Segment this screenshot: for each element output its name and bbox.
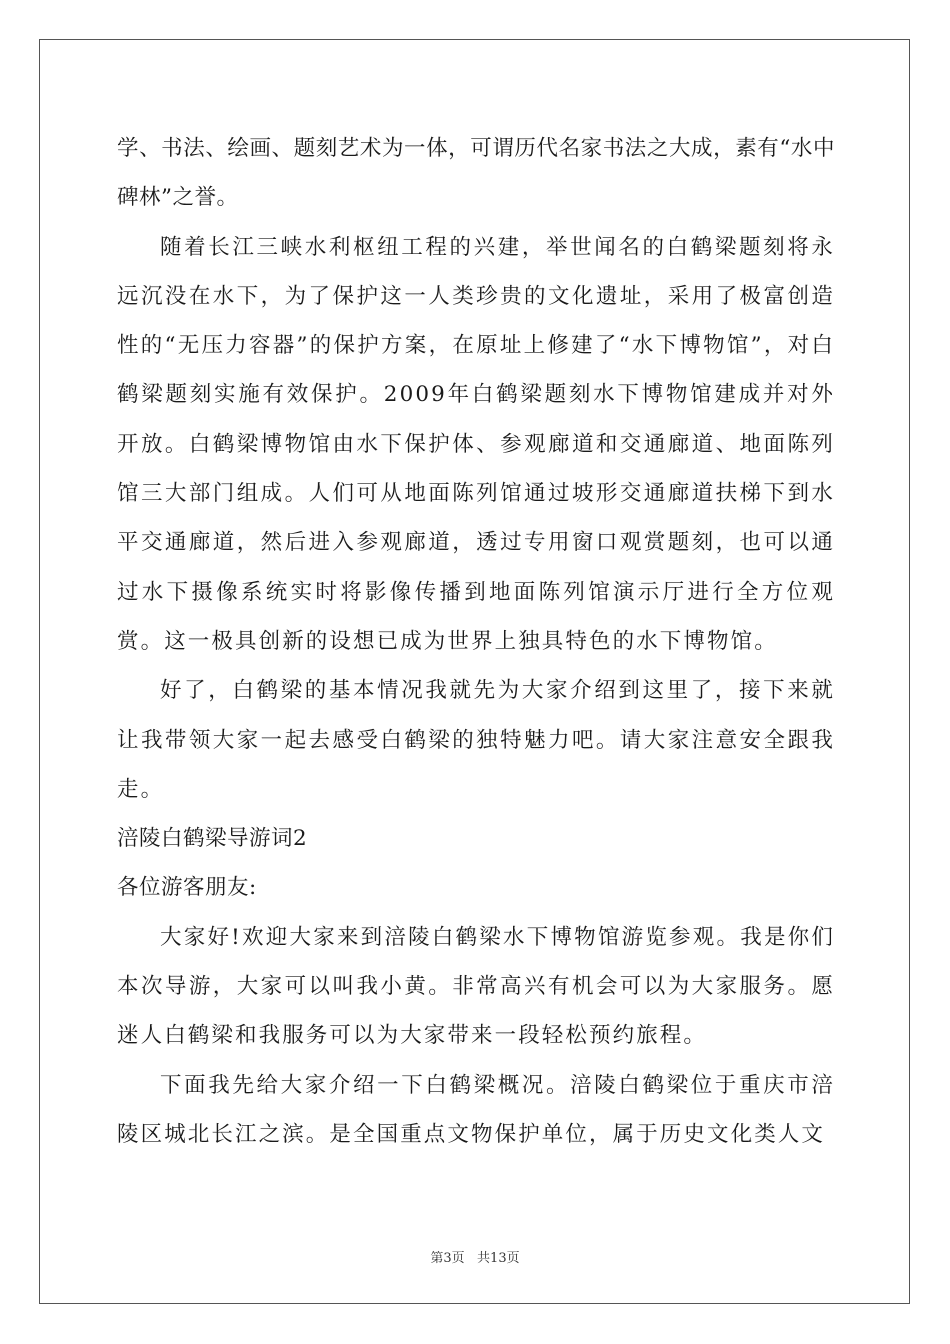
paragraph-2: 随着长江三峡水利枢纽工程的兴建，举世闻名的白鹤梁题刻将永远沉没在水下，为了保护这一人类珍贵的文化遗址，采用了极富创造性的“无压力容器”的保护方案，在原址上修建了“水下博物馆”，对白鹤梁题刻实施有效保护。2009年白鹤梁题刻水下博物馆建成并对外开放。白鹤梁博物馆由水下保护体、参观廊道和交通廊道、地面陈列馆三大部门组成。人们可从地面陈列馆通过坡形交通廊道扶梯下到水平交通廊道，然后进入参观廊道，透过专用窗口观赏题刻，也可以通过水下摄像系统实时将影像传播到地面陈列馆演示厅进行全方位观赏。这一极具创新的设想已成为世界上独具特色的水下博物馆。: [117, 234, 835, 654]
salutation: 各位游客朋友:: [117, 875, 257, 901]
paragraph-4: 大家好!欢迎大家来到涪陵白鹤梁水下博物馆游览参观。我是你们本次导游，大家可以叫我小黄。非常高兴有机会可以为大家服务。愿迷人白鹤梁和我服务可以为大家带来一段轻松预约旅程。: [117, 924, 835, 1049]
paragraph-1: 学、书法、绘画、题刻艺术为一体，可谓历代名家书法之大成，素有“水中碑林”之誉。: [117, 136, 835, 211]
section-heading: 涪陵白鹤梁导游词2: [117, 826, 308, 852]
paragraph-3: 好了，白鹤梁的基本情况我就先为大家介绍到这里了，接下来就让我带领大家一起去感受白鹤梁的独特魅力吧。请大家注意安全跟我走。: [117, 678, 835, 802]
document-body: [117, 124, 835, 1159]
paragraph-5: 下面我先给大家介绍一下白鹤梁概况。涪陵白鹤梁位于重庆市涪陵区城北长江之滨。是全国重点文物保护单位，属于历史文化类人文: [117, 1072, 835, 1147]
page-number-footer: 第3页 共13页: [430, 1251, 520, 1266]
